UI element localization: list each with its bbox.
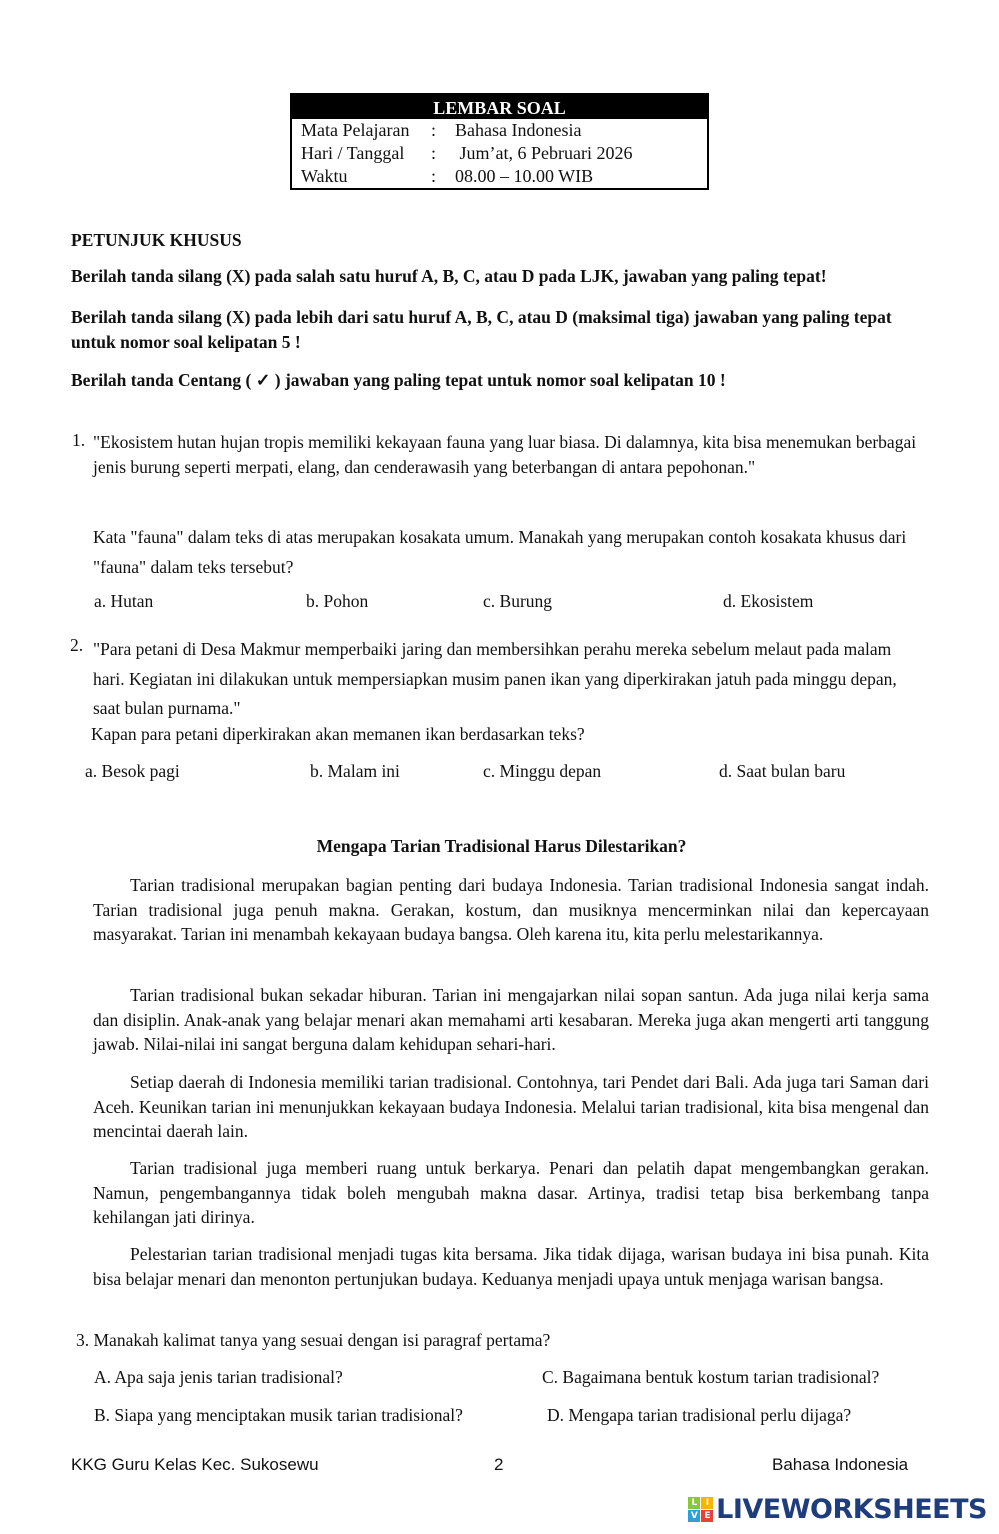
reading-paragraph: Tarian tradisional merupakan bagian penting dari budaya Indonesia. Tarian tradisional Indonesia sangat indah. Tarian tradisional juga penuh makna. Gerakan, kostum, dan musiknya mencerminkan nilai dan kepercayaan masyarakat. Tarian ini menambah kekayaan budaya bangsa. Oleh karena itu, kita perlu melestarikannya. — [93, 875, 929, 944]
question-text: "Para petani di Desa Makmur memperbaiki jaring dan membersihkan perahu mereka sebelum melaut pada malam hari. Kegiatan ini dilakukan untuk mempersiapkan musim panen ikan yang diperkirakan jatuh pada minggu depan, saat bulan purnama." — [93, 639, 897, 718]
question-number: 2. — [70, 635, 84, 655]
logo-letter: L — [688, 1497, 700, 1509]
row-key: Hari / Tanggal — [301, 143, 405, 163]
row-value: Bahasa Indonesia — [455, 120, 582, 140]
header-row — [292, 165, 707, 188]
header-title: LEMBAR SOAL — [292, 95, 707, 119]
option-c[interactable]: C. Bagaimana bentuk kostum tarian tradisional? — [542, 1367, 880, 1387]
option-b[interactable]: B. Siapa yang menciptakan musik tarian tradisional? — [94, 1405, 463, 1425]
reading-paragraph: Tarian tradisional bukan sekadar hiburan. Tarian ini mengajarkan nilai sopan santun. Ada juga nilai kerja sama dan disiplin. Anak-anak yang belajar menari akan memahami arti kesabaran. Mereka juga akan mengerti arti tanggung jawab. Nilai-nilai ini sangat berguna dalam kehidupan sehari-hari. — [93, 985, 929, 1054]
row-value: Jum’at, 6 Pebruari 2026 — [455, 143, 633, 163]
row-sep: : — [431, 143, 437, 163]
option-b[interactable]: b. Pohon — [306, 591, 369, 611]
reading-title: Mengapa Tarian Tradisional Harus Dilestarikan? — [316, 836, 687, 856]
option-d[interactable]: D. Mengapa tarian tradisional perlu dijaga? — [547, 1405, 852, 1425]
reading-paragraph: Tarian tradisional juga memberi ruang untuk berkarya. Penari dan pelatih dapat mengembangkan gerakan. Namun, pengembangannya tidak boleh mengubah makna dasar. Artinya, tradisi tetap bisa berkembang tanpa kehilangan jati dirinya. — [93, 1158, 929, 1227]
question-prompt: Kapan para petani diperkirakan akan memanen ikan berdasarkan teks? — [91, 724, 585, 744]
question-text: 3. Manakah kalimat tanya yang sesuai dengan isi paragraf pertama? — [76, 1330, 551, 1350]
instruction-line: Berilah tanda silang (X) pada salah satu huruf A, B, C, atau D pada LJK, jawaban yang paling tepat! — [71, 266, 827, 286]
logo-letter: V — [688, 1510, 700, 1522]
option-a[interactable]: a. Hutan — [94, 591, 154, 611]
option-a[interactable]: a. Besok pagi — [85, 761, 180, 781]
row-value: 08.00 – 10.00 WIB — [455, 166, 594, 186]
option-c[interactable]: c. Burung — [483, 591, 553, 611]
footer-right: Bahasa Indonesia — [772, 1455, 909, 1474]
reading-paragraph: Pelestarian tarian tradisional menjadi tugas kita bersama. Jika tidak dijaga, warisan budaya ini bisa punah. Kita bisa belajar menari dan menonton pertunjukan budaya. Keduanya menjadi upaya untuk menjaga warisan bangsa. — [93, 1244, 929, 1289]
question-number: 1. — [72, 430, 86, 450]
option-d[interactable]: d. Ekosistem — [723, 591, 814, 611]
option-c[interactable]: c. Minggu depan — [483, 761, 602, 781]
option-b[interactable]: b. Malam ini — [310, 761, 400, 781]
row-key: Waktu — [301, 166, 348, 186]
header-row — [292, 119, 707, 142]
reading-paragraph: Setiap daerah di Indonesia memiliki tarian tradisional. Contohnya, tari Pendet dari Bali. Ada juga tari Saman dari Aceh. Keunikan tarian ini menunjukkan kekayaan budaya Indonesia. Melalui tarian tradisional, kita bisa mengenal dan mencintai daerah lain. — [93, 1072, 929, 1141]
logo-text: LIVEWORKSHEETS — [716, 1494, 987, 1525]
logo-letter: I — [701, 1497, 713, 1509]
row-key: Mata Pelajaran — [301, 120, 410, 140]
row-sep: : — [431, 166, 437, 186]
logo-icon — [688, 1497, 713, 1522]
header-box — [290, 93, 709, 190]
question-prompt: Kata "fauna" dalam teks di atas merupakan kosakata umum. Manakah yang merupakan contoh kosakata khusus dari "fauna" dalam teks tersebut? — [93, 527, 907, 577]
instruction-line: Berilah tanda Centang ( ✓ ) jawaban yang paling tepat untuk nomor soal kelipatan 10 ! — [71, 370, 726, 390]
instructions-title: PETUNJUK KHUSUS — [71, 230, 242, 250]
logo-letter: E — [701, 1510, 713, 1522]
row-sep: : — [431, 120, 437, 140]
liveworksheets-logo[interactable] — [688, 1494, 987, 1525]
question-text: "Ekosistem hutan hujan tropis memiliki kekayaan fauna yang luar biasa. Di dalamnya, kita bisa menemukan berbagai jenis burung seperti merpati, elang, dan cenderawasih yang beterbangan di antara pepohonan." — [93, 432, 917, 477]
page-number: 2 — [494, 1455, 504, 1474]
footer-left: KKG Guru Kelas Kec. Sukosewu — [71, 1455, 319, 1474]
header-row — [292, 142, 707, 165]
option-d[interactable]: d. Saat bulan baru — [719, 761, 846, 781]
option-a[interactable]: A. Apa saja jenis tarian tradisional? — [94, 1367, 343, 1387]
instruction-line: Berilah tanda silang (X) pada lebih dari satu huruf A, B, C, atau D (maksimal tiga) jawaban yang paling tepat untuk nomor soal kelipatan 5 ! — [71, 307, 892, 352]
